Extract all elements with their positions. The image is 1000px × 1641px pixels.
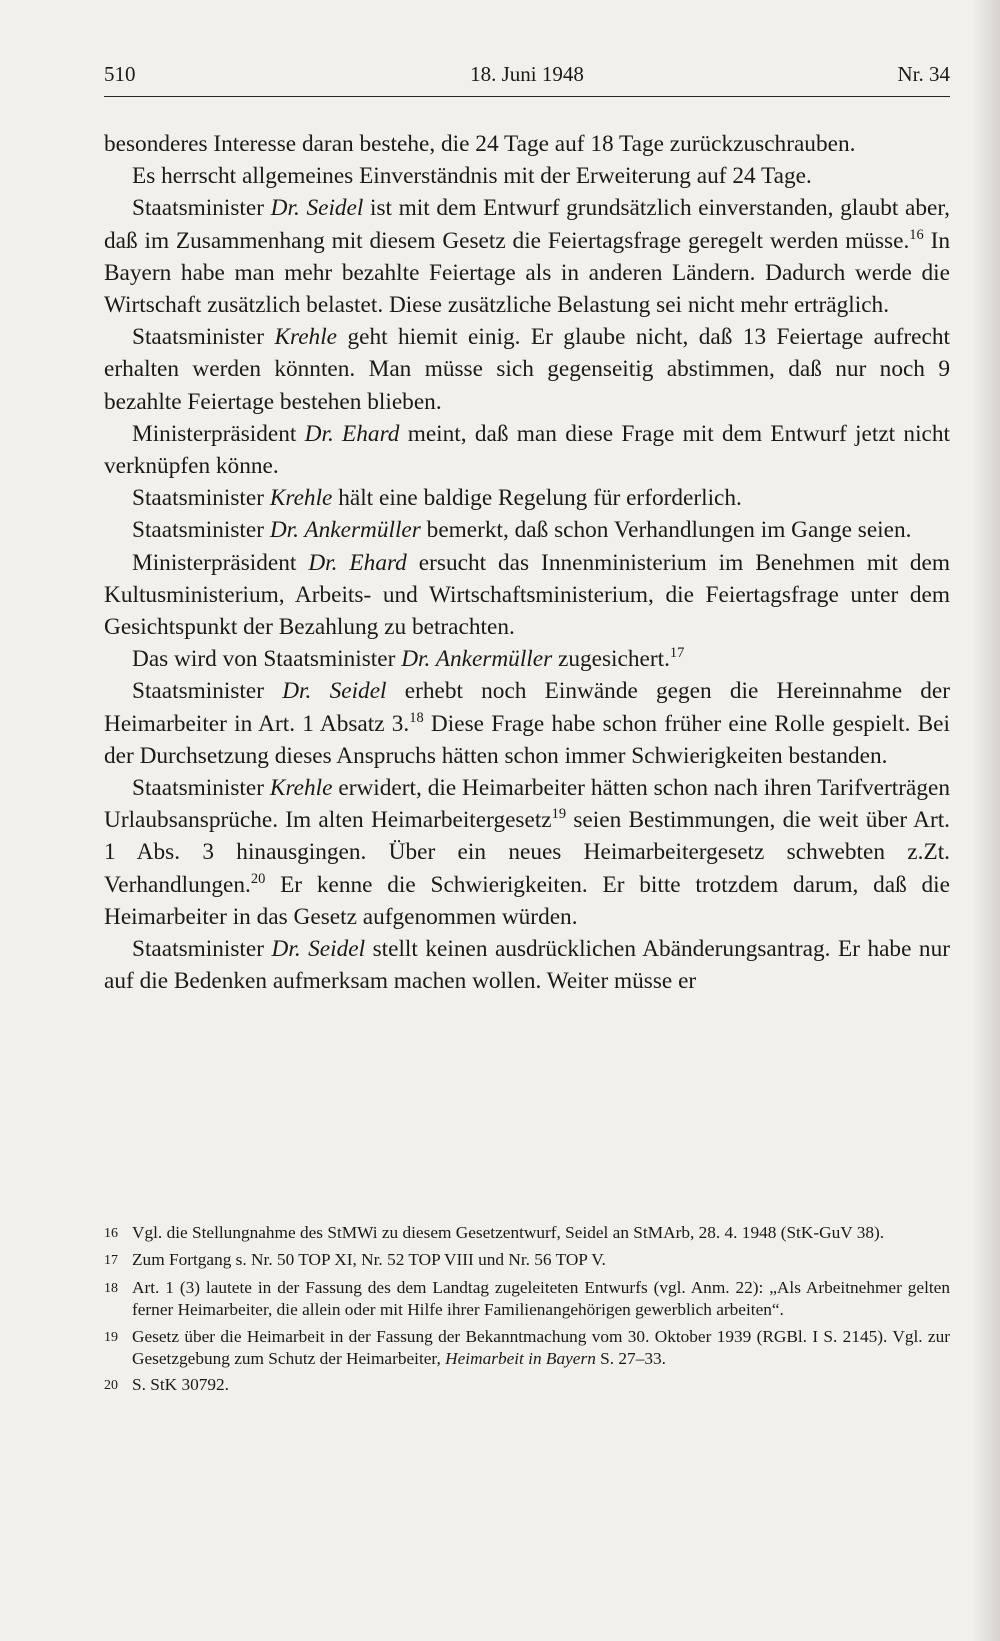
document-number: Nr. 34 <box>897 62 950 86</box>
page-number: 510 <box>104 62 136 86</box>
paragraph: Staatsminister Dr. Seidel erhebt noch Einwände gegen die Hereinnahme der Heimarbeiter in Art. 1 Absatz 3.18 Diese Frage habe schon früher eine Rolle gespielt. Bei der Durchsetzung dieses Anspruchs hätten schon immer Schwierigkeiten bestanden. <box>104 678 950 769</box>
paragraph: Es herrscht allgemeines Einverständnis mit der Erweiterung auf 24 Tage. <box>132 163 812 190</box>
footnote-text: Art. 1 (3) lautete in der Fassung des dem Landtag zugeleiteten Entwurfs (vgl. Anm. 22): „Als Arbeitnehmer gelten ferner Heimarbeiter, die allein oder mit Hilfe ihrer Familienangehörigen gewerblich arbeiten“. <box>132 1277 950 1320</box>
header-date: 18. Juni 1948 <box>470 62 584 86</box>
speaker-name: Dr. Seidel <box>282 678 387 705</box>
paragraph: Staatsminister Krehle geht hiemit einig. Er glaube nicht, daß 13 Feiertage aufrecht erhalten werden könnten. Man müsse sich gegenseitig abstimmen, daß nur noch 9 bezahlte Feiertage bestehen blieben. <box>104 324 950 415</box>
speaker-title: Staatsminister <box>132 775 265 802</box>
paragraph: Staatsminister Krehle hält eine baldige Regelung für erforderlich. <box>132 485 742 512</box>
footnote <box>104 1326 950 1371</box>
paragraph: Staatsminister Dr. Ankermüller bemerkt, daß schon Verhandlungen im Gange seien. <box>132 517 912 544</box>
header-rule <box>104 96 950 97</box>
speaker-name: Dr. Seidel <box>271 936 366 963</box>
footnote <box>104 1277 950 1322</box>
footnote-number: 20 <box>104 1378 118 1394</box>
footnote-number: 19 <box>104 1329 118 1345</box>
speaker-title: Ministerpräsident <box>132 549 297 576</box>
paragraph: besonderes Interesse daran bestehe, die 24 Tage auf 18 Tage zurückzuschrauben. <box>104 131 856 157</box>
speaker-name: Dr. Ehard <box>304 420 400 447</box>
footnote-ref: 18 <box>409 709 424 726</box>
speaker-name: Dr. Ehard <box>308 549 407 576</box>
footnote-ref: 16 <box>909 226 924 243</box>
paragraph: Ministerpräsident Dr. Ehard ersucht das Innenministerium im Benehmen mit dem Kultusministerium, Arbeits- und Wirtschaftsministerium, die Feiertagsfrage unter dem Gesichtspunkt der Bezahlung zu betrachten. <box>104 549 950 641</box>
speaker-name: Krehle <box>274 324 338 351</box>
paragraph: Staatsminister Dr. Seidel stellt keinen ausdrücklichen Abänderungsantrag. Er habe nur auf die Bedenken aufmerksam machen wollen. Weiter müsse er <box>104 936 950 995</box>
footnote <box>104 1249 950 1272</box>
paragraph: Staatsminister Dr. Seidel ist mit dem Entwurf grundsätzlich einverstanden, glaubt aber, daß im Zusammenhang mit diesem Gesetz die Feiertagsfrage geregelt werden müsse.$^{16}$ In Bayern habe man mehr bezahlte Feiertage als in anderen Ländern. Dadurch werde die Wirtschaft zusätzlich belastet. Diese zusätzliche Belastung sei nicht mehr erträglich. <box>104 195 950 319</box>
speaker-title: Staatsminister <box>132 195 265 222</box>
footnote-ref: 17 <box>669 645 685 662</box>
speaker-name: Dr. Ankermüller <box>401 646 553 673</box>
page-edge-shadow <box>972 0 1000 1641</box>
footnote-text: Zum Fortgang s. Nr. 50 TOP XI, Nr. 52 TOP VIII und Nr. 56 TOP V. <box>132 1250 606 1270</box>
cited-title: Heimarbeit in Bayern <box>445 1349 596 1369</box>
speaker-title: Staatsminister <box>132 678 265 705</box>
footnote-text: Vgl. die Stellungnahme des StMWi zu diesem Gesetzentwurf, Seidel an StMArb, 28. 4. 1948 (StK-GuV 38). <box>132 1223 885 1242</box>
footnotes <box>104 1222 950 1402</box>
running-header <box>104 58 950 92</box>
speaker-title: Ministerpräsident <box>132 420 297 447</box>
footnote-ref: 20 <box>250 870 266 887</box>
footnote-ref: 19 <box>551 806 567 823</box>
speaker-name: Dr. Ankermüller <box>269 517 421 544</box>
footnote-text: Gesetz über die Heimarbeit in der Fassung der Bekanntmachung vom 30. Oktober 1939 (RGBl. I S. 2145). Vgl. zur Gesetzgebung zum Schutz der Heimarbeiter, Heimarbeit in Bayern S. 27–33. <box>132 1326 950 1369</box>
speaker-title: Staatsminister <box>132 936 265 963</box>
speaker-title: Staatsminister <box>132 517 265 544</box>
footnote <box>104 1374 950 1397</box>
speaker-title: Staatsminister <box>132 485 265 512</box>
paragraph: Staatsminister Krehle erwidert, die Heimarbeiter hätten schon nach ihren Tarifverträgen Urlaubsansprüche. Im alten Heimarbeitergesetz$^{19}$ seien Bestimmungen, die weit über Art. 1 Abs. 3 hinausgingen. Über ein neues Heimarbeitergesetz schwebten z.Zt. Verhandlungen.$^{20}$ Er kenne die Schwierigkeiten. Er bitte trotzdem darum, daß die Heimarbeiter in das Gesetz aufgenommen würden. <box>104 775 951 930</box>
speaker-name: Krehle <box>269 775 333 802</box>
speaker-name: Krehle <box>269 485 333 512</box>
main-text <box>104 128 950 997</box>
footnote-number: 18 <box>104 1280 118 1296</box>
speaker-name: Dr. Seidel <box>270 195 364 222</box>
footnote <box>104 1222 950 1245</box>
footnote-text: S. StK 30792. <box>132 1375 229 1395</box>
paragraph: Das wird von Staatsminister Dr. Ankermüller zugesichert.$^{17}$ <box>132 645 685 673</box>
paragraph: Ministerpräsident Dr. Ehard meint, daß man diese Frage mit dem Entwurf jetzt nicht verknüpfen könne. <box>104 420 950 480</box>
speaker-title: Staatsminister <box>132 324 265 351</box>
footnote-number: 16 <box>104 1226 118 1241</box>
footnote-number: 17 <box>104 1253 118 1269</box>
